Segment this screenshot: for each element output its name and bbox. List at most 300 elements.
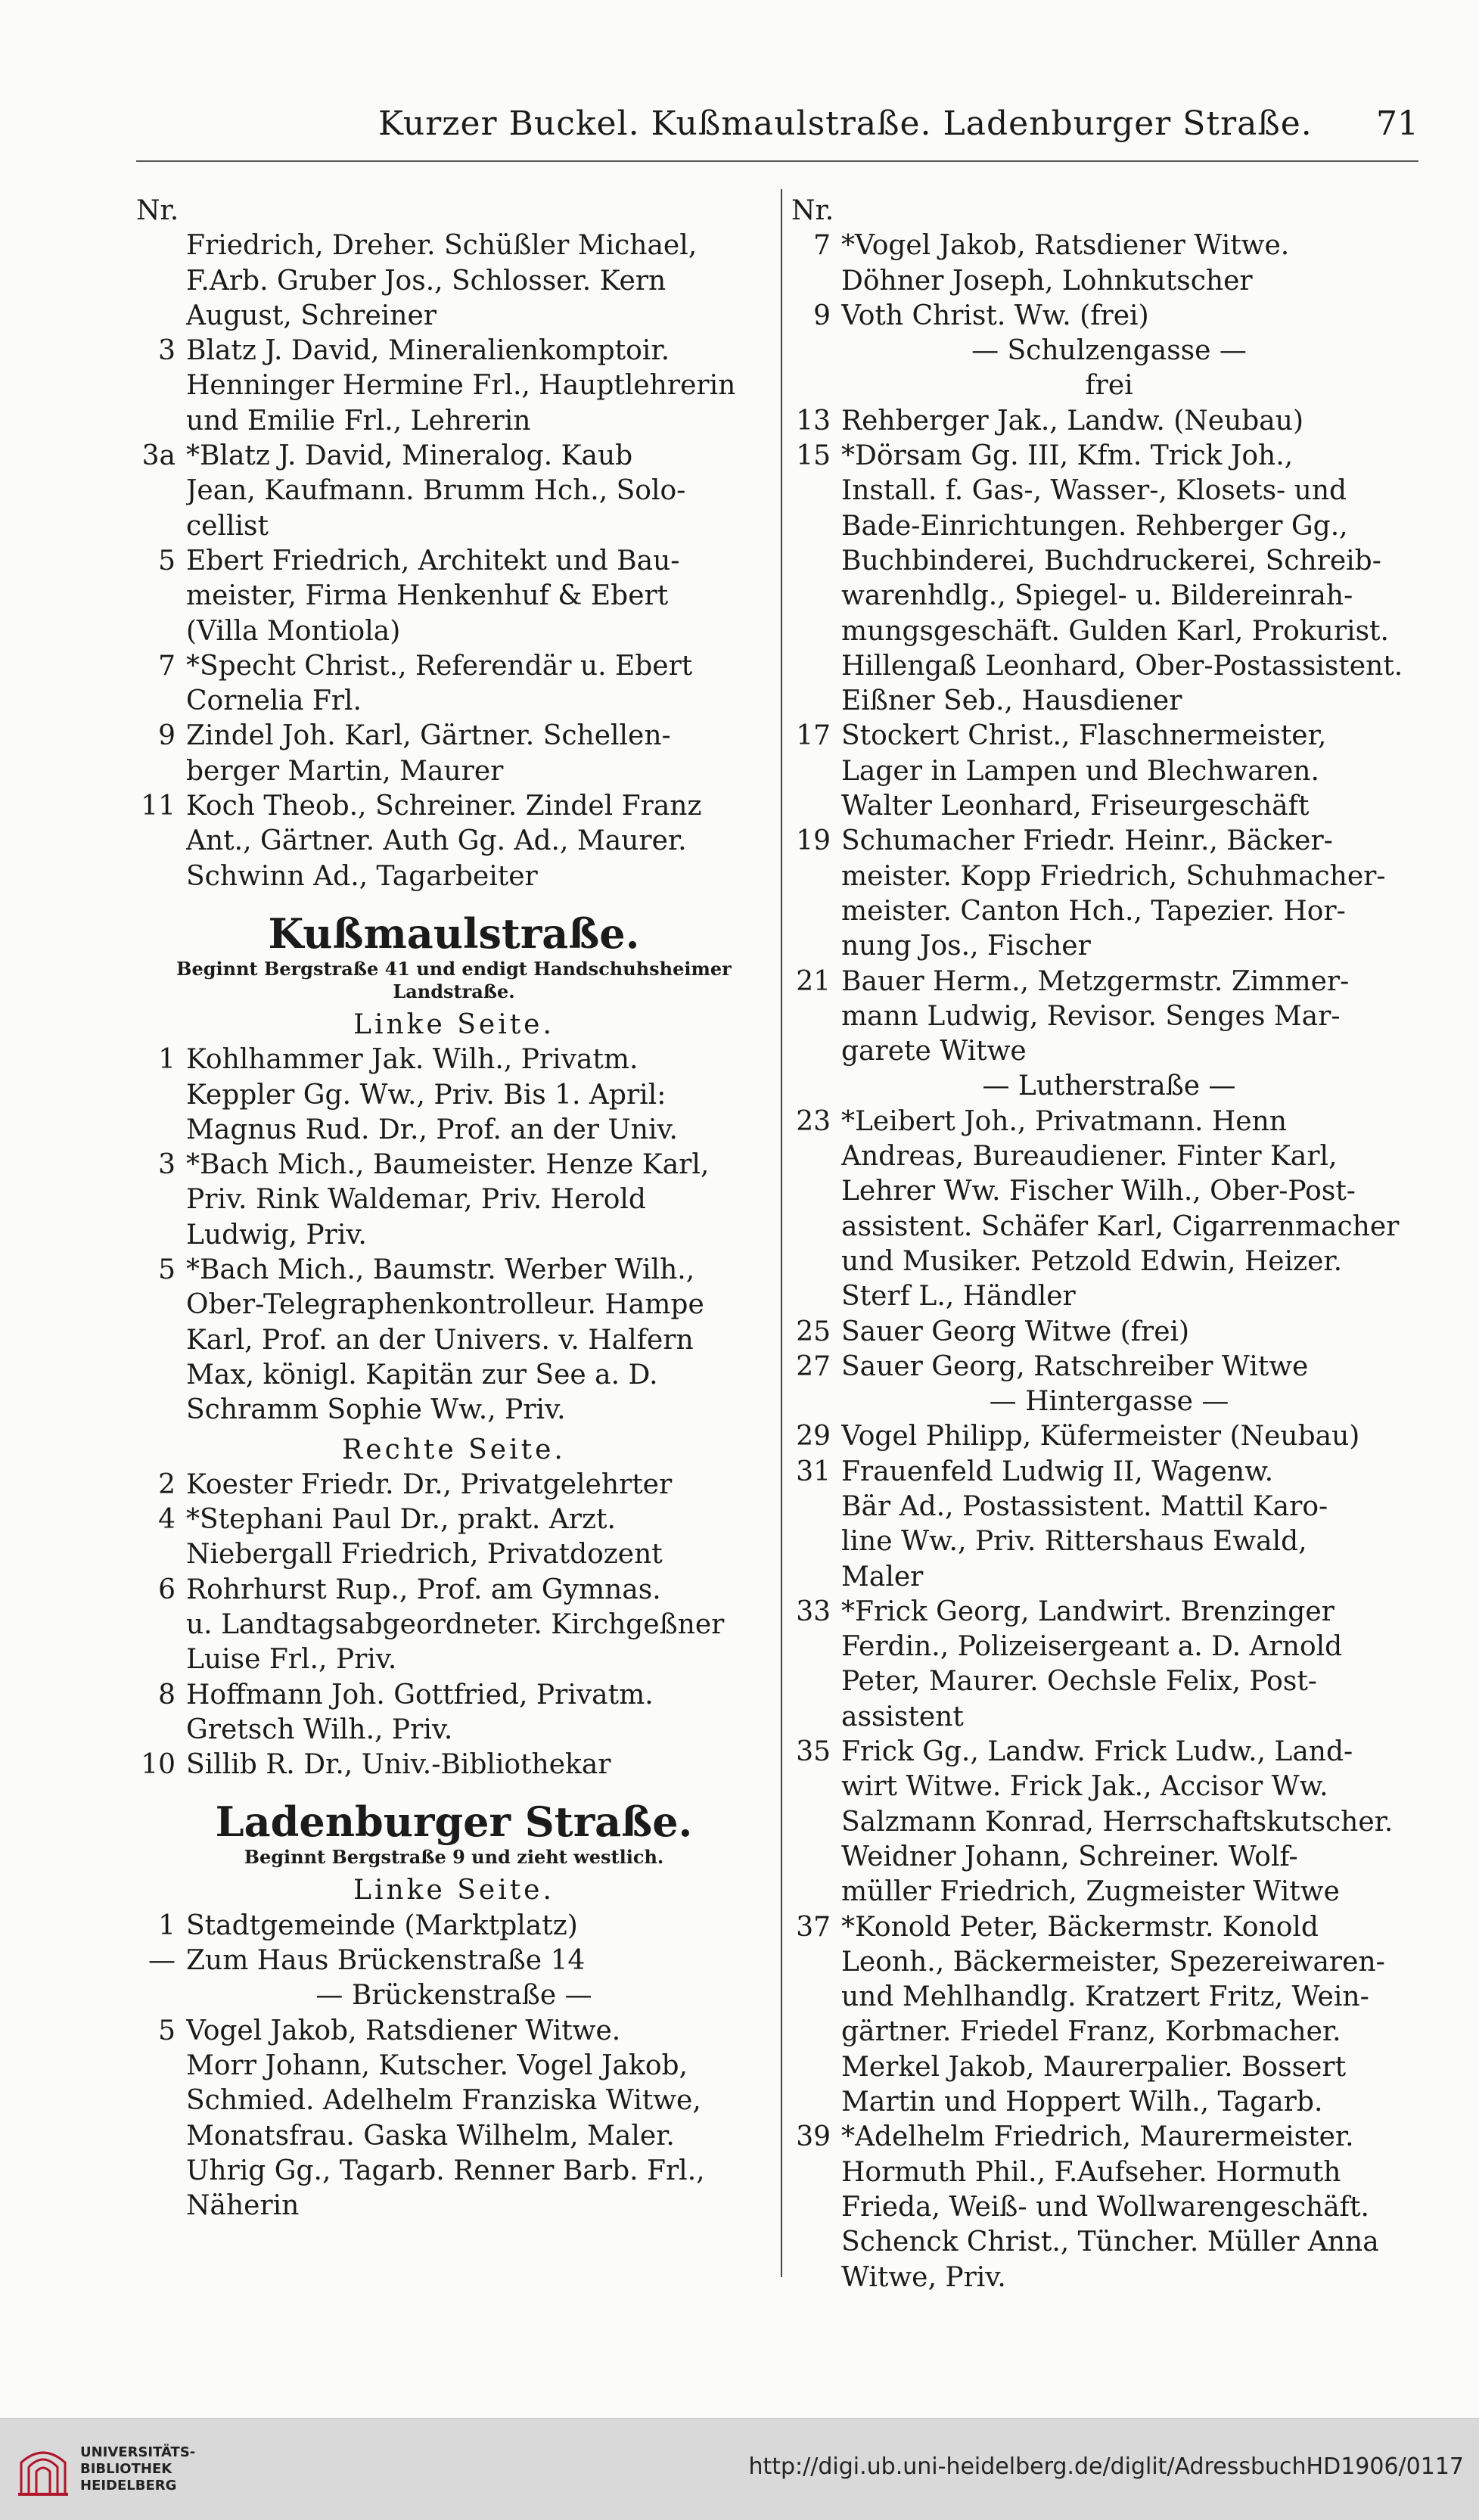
directory-entry-line	[136, 719, 772, 754]
entry-text: Blatz J. David, Mineralienkomptoir.	[186, 335, 670, 367]
house-number: 19	[796, 825, 831, 857]
entry-text: Sauer Georg, Ratschreiber Witwe	[841, 1350, 1309, 1382]
house-number	[791, 1524, 841, 1559]
entry-text: Rohrhurst Rup., Prof. am Gymnas.	[186, 1574, 661, 1605]
entry-text: Lager in Lampen und Blechwaren.	[841, 755, 1319, 787]
entry-text: Keppler Gg. Ww., Priv. Bis 1. April:	[186, 1079, 666, 1111]
entry-text: und Musiker. Petzold Edwin, Heizer.	[841, 1245, 1343, 1277]
house-number	[136, 228, 186, 263]
directory-entry-line	[791, 1630, 1427, 1664]
directory-entry-line	[791, 1980, 1427, 2015]
directory-entry-line	[791, 579, 1427, 614]
house-number: 10	[141, 1749, 176, 1781]
house-number	[136, 579, 186, 614]
entry-text: Gretsch Wilh., Priv.	[186, 1714, 453, 1745]
house-number	[791, 474, 841, 508]
logo-line-3: HEIDELBERG	[80, 2478, 177, 2494]
entry-text: Voth Christ. Ww. (frei)	[841, 300, 1149, 331]
house-number	[791, 1560, 841, 1595]
house-number	[136, 2154, 186, 2189]
directory-entry-line	[791, 1455, 1427, 1490]
house-number: 3	[158, 1149, 176, 1181]
directory-entry-line	[791, 965, 1427, 999]
directory-entry-line	[791, 228, 1427, 263]
side-label: Linke Seite.	[353, 1875, 555, 1906]
directory-entry-line	[791, 1350, 1427, 1384]
house-number	[791, 929, 841, 964]
entry-text: Salzmann Konrad, Herrschaftskutscher.	[841, 1806, 1394, 1838]
entry-text: line Ww., Priv. Rittershaus Ewald,	[841, 1526, 1307, 1558]
entry-text: Cornelia Frl.	[186, 685, 362, 717]
entry-text: *Adelhelm Friedrich, Maurermeister.	[841, 2121, 1354, 2153]
entry-text: *Stephani Paul Dr., prakt. Arzt.	[186, 1504, 616, 1536]
entry-text: Morr Johann, Kutscher. Vogel Jakob,	[186, 2049, 688, 2081]
directory-entry-line	[136, 1713, 772, 1748]
directory-entry-line	[791, 1875, 1427, 1909]
entry-text: berger Martin, Maurer	[186, 755, 504, 787]
directory-entry-line	[791, 1770, 1427, 1804]
directory-entry-line	[136, 824, 772, 859]
entry-text: Bauer Herm., Metzgermstr. Zimmer-	[841, 965, 1350, 997]
house-number	[791, 754, 841, 789]
entry-text: Peter, Maurer. Oechsle Felix, Post-	[841, 1666, 1317, 1698]
house-number	[791, 1945, 841, 1980]
entry-text: Kohlhammer Jak. Wilh., Privatm.	[186, 1044, 639, 1076]
house-number	[136, 1713, 186, 1748]
entry-text: *Specht Christ., Referendär u. Ebert	[186, 650, 693, 682]
entry-text: Schenck Christ., Tüncher. Müller Anna	[841, 2226, 1379, 2258]
directory-entry-line	[136, 859, 772, 894]
house-number	[136, 1182, 186, 1217]
directory-entry-line	[136, 2049, 772, 2083]
entry-text: Vogel Jakob, Ratsdiener Witwe.	[186, 2015, 621, 2046]
directory-entry-line	[791, 859, 1427, 894]
house-number: 39	[796, 2121, 831, 2153]
left-column	[136, 194, 772, 2223]
house-number	[136, 614, 186, 649]
house-number	[791, 684, 841, 719]
directory-entry-line	[136, 299, 772, 334]
directory-entry-line	[136, 474, 772, 508]
house-number: 9	[158, 720, 176, 752]
directory-entry-line	[136, 1323, 772, 1358]
house-number	[136, 1358, 186, 1393]
entry-text: cellist	[186, 510, 269, 542]
directory-entry-line	[136, 1288, 772, 1322]
side-label: Linke Seite.	[353, 1008, 555, 1040]
directory-entry-line	[791, 544, 1427, 579]
entry-text: Monatsfrau. Gaska Wilhelm, Maler.	[186, 2120, 675, 2152]
directory-entry-line	[791, 2085, 1427, 2120]
house-number: 2	[158, 1468, 176, 1500]
entry-text: Martin und Hoppert Wilh., Tagarb.	[841, 2087, 1323, 2118]
directory-entry-line	[136, 1748, 772, 1782]
house-number: 5	[158, 2015, 176, 2046]
directory-entry-line	[136, 1042, 772, 1077]
entry-text: Schmied. Adelhelm Franziska Witwe,	[186, 2085, 701, 2117]
directory-entry-line	[136, 614, 772, 649]
number-column-label	[136, 194, 772, 228]
house-number	[791, 264, 841, 299]
cross-street-line: — Schulzengasse —	[971, 335, 1247, 367]
entry-text: Ebert Friedrich, Architekt und Bau-	[186, 545, 680, 576]
directory-entry-line	[791, 509, 1427, 544]
house-number: —	[148, 1945, 176, 1977]
house-number	[136, 2189, 186, 2223]
directory-entry-line	[136, 1468, 772, 1502]
house-number: 6	[158, 1574, 176, 1605]
directory-entry-line	[791, 1210, 1427, 1244]
entry-text: Bär Ad., Postassistent. Mattil Karo-	[841, 1490, 1328, 1522]
directory-entry-line	[791, 299, 1427, 334]
directory-entry-line	[791, 2050, 1427, 2085]
directory-entry-line	[136, 2154, 772, 2189]
house-number	[791, 1805, 841, 1840]
entry-text: Frauenfeld Ludwig II, Wagenw.	[841, 1456, 1274, 1487]
entry-text: *Leibert Joh., Privatmann. Henn	[841, 1105, 1287, 1137]
entry-text: und Mehlhandlg. Kratzert Fritz, Wein-	[841, 1981, 1369, 2013]
directory-entry-line	[791, 1244, 1427, 1279]
directory-entry-line	[791, 1560, 1427, 1595]
entry-text: Witwe, Priv.	[841, 2261, 1006, 2293]
directory-entry-line	[136, 368, 772, 403]
house-number: 25	[796, 1316, 831, 1347]
house-number	[136, 404, 186, 439]
entry-text: Install. f. Gas-, Wasser-, Klosets- und	[841, 475, 1347, 507]
entry-text: meister. Kopp Friedrich, Schuhmacher-	[841, 860, 1386, 892]
entry-text: Zum Haus Brückenstraße 14	[186, 1945, 586, 1977]
street-heading: Kußmaulstraße.	[268, 909, 640, 958]
entry-text: Ant., Gärtner. Auth Gg. Ad., Maurer.	[186, 825, 687, 857]
directory-entry-line	[136, 544, 772, 579]
entry-text: Döhner Joseph, Lohnkutscher	[841, 265, 1253, 297]
house-number	[791, 1875, 841, 1909]
entry-text: mann Ludwig, Revisor. Senges Mar-	[841, 1000, 1341, 1032]
house-number	[791, 859, 841, 894]
house-number	[791, 1210, 841, 1244]
directory-entry-line	[791, 1840, 1427, 1875]
entry-text: Sterf L., Händler	[841, 1281, 1076, 1313]
house-number	[136, 264, 186, 299]
house-number	[791, 1244, 841, 1279]
house-number: 29	[796, 1421, 831, 1453]
cross-street-line: — Hintergasse —	[989, 1386, 1229, 1418]
house-number: 21	[796, 965, 831, 997]
house-number	[791, 1034, 841, 1069]
directory-entry-line	[136, 1678, 772, 1713]
entry-text: assistent	[841, 1701, 964, 1732]
directory-entry-line	[791, 1805, 1427, 1840]
directory-entry-line	[791, 1174, 1427, 1209]
house-number	[136, 2119, 186, 2154]
directory-entry-line	[136, 439, 772, 474]
directory-entry-line	[791, 1700, 1427, 1735]
house-number	[791, 2225, 841, 2260]
entry-text: Hormuth Phil., F.Aufseher. Hormuth	[841, 2156, 1341, 2188]
directory-entry-line	[136, 228, 772, 263]
directory-entry-line	[136, 1358, 772, 1393]
directory-entry-line	[136, 1944, 772, 1978]
house-number	[136, 2049, 186, 2083]
entry-text: Priv. Rink Waldemar, Priv. Herold	[186, 1184, 646, 1216]
directory-entry-line	[791, 2261, 1427, 2295]
entry-text: Koch Theob., Schreiner. Zindel Franz	[186, 791, 702, 822]
entry-text: Nr.	[791, 195, 834, 226]
entry-text: Sillib R. Dr., Univ.-Bibliothekar	[186, 1749, 611, 1781]
directory-entry-line	[791, 1139, 1427, 1174]
directory-entry-line	[136, 2119, 772, 2154]
house-number: 5	[158, 1254, 176, 1286]
header-rule	[136, 160, 1418, 162]
house-number	[791, 789, 841, 824]
directory-entry-line	[791, 1524, 1427, 1559]
directory-entry-line	[791, 894, 1427, 929]
entry-text: Sauer Georg Witwe (frei)	[841, 1316, 1190, 1347]
entry-text: Näherin	[186, 2190, 300, 2222]
directory-entry-line	[791, 1735, 1427, 1770]
house-number: 11	[141, 791, 176, 822]
entry-text: Buchbinderei, Buchdruckerei, Schreib-	[841, 545, 1381, 576]
directory-entry-line	[136, 1573, 772, 1608]
entry-text: Leonh., Bäckermeister, Spezereiwaren-	[841, 1946, 1385, 1978]
directory-entry-line	[136, 1253, 772, 1288]
house-number	[136, 1608, 186, 1642]
directory-entry-line	[136, 509, 772, 544]
entry-text: Henninger Hermine Frl., Hauptlehrerin	[186, 370, 736, 402]
entry-text: meister. Canton Hch., Tapezier. Hor-	[841, 895, 1346, 927]
house-number: 13	[796, 405, 831, 437]
directory-entry-line	[136, 1182, 772, 1217]
house-number: 37	[796, 1911, 831, 1943]
house-number	[136, 684, 186, 719]
column-divider	[781, 189, 782, 2277]
header-title: Kurzer Buckel. Kußmaulstraße. Ladenburger Straße.	[378, 104, 1313, 143]
house-number	[791, 2155, 841, 2190]
directory-entry-line	[791, 1910, 1427, 1945]
house-number	[791, 2261, 841, 2295]
entry-text: Schramm Sophie Ww., Priv.	[186, 1394, 566, 1426]
house-number	[136, 1537, 186, 1572]
house-number	[791, 999, 841, 1034]
house-number: 1	[158, 1909, 176, 1941]
entry-text: Ludwig, Priv.	[186, 1219, 367, 1251]
house-number	[791, 2015, 841, 2049]
entry-text: mungsgeschäft. Gulden Karl, Prokurist.	[841, 615, 1389, 647]
entry-text: *Vogel Jakob, Ratsdiener Witwe.	[841, 230, 1290, 262]
entry-text: (Villa Montiola)	[186, 615, 401, 647]
entry-text: Uhrig Gg., Tagarb. Renner Barb. Frl.,	[186, 2155, 705, 2186]
right-column	[791, 194, 1427, 2295]
house-number: 27	[796, 1350, 831, 1382]
entry-text: Andreas, Bureaudiener. Finter Karl,	[841, 1141, 1338, 1173]
house-number	[136, 509, 186, 544]
house-number	[136, 859, 186, 894]
directory-entry-line	[136, 1909, 772, 1944]
entry-text: Merkel Jakob, Maurerpalier. Bossert	[841, 2051, 1347, 2083]
university-seal-icon	[15, 2440, 71, 2499]
entry-text: warenhdlg., Spiegel- u. Bildereinrah-	[841, 580, 1353, 612]
directory-entry-line	[791, 1034, 1427, 1069]
directory-entry-line	[136, 1502, 772, 1537]
directory-entry-line	[136, 579, 772, 614]
house-number	[791, 1664, 841, 1699]
entry-text: Friedrich, Dreher. Schüßler Michael,	[186, 230, 698, 262]
directory-entry-line	[136, 1148, 772, 1182]
house-number	[791, 509, 841, 544]
entry-text: Bade-Einrichtungen. Rehberger Gg.,	[841, 510, 1348, 542]
entry-text: Niebergall Friedrich, Privatdozent	[186, 1539, 663, 1571]
house-number: 7	[813, 230, 831, 262]
directory-entry-line	[791, 684, 1427, 719]
entry-text: *Blatz J. David, Mineralog. Kaub	[186, 440, 633, 472]
directory-entry-line	[791, 824, 1427, 859]
house-number	[136, 1288, 186, 1322]
entry-text: Schumacher Friedr. Heinr., Bäcker-	[841, 825, 1333, 857]
directory-entry-line	[136, 1642, 772, 1677]
entry-text: Karl, Prof. an der Univers. v. Halfern	[186, 1324, 694, 1356]
entry-text: Jean, Kaufmann. Brumm Hch., Solo-	[186, 475, 686, 507]
side-label: Rechte Seite.	[342, 1434, 566, 1465]
entry-text: u. Landtagsabgeordneter. Kirchgeßner	[186, 1608, 725, 1640]
directory-entry-line	[791, 2225, 1427, 2260]
house-number: 15	[796, 440, 831, 472]
footer-bar	[0, 2418, 1479, 2520]
directory-entry-line	[791, 1945, 1427, 1980]
house-number	[791, 2190, 841, 2225]
logo-line-1: UNIVERSITÄTS-	[80, 2444, 196, 2460]
house-number: 8	[158, 1679, 176, 1711]
entry-text: Ober-Telegraphenkontrolleur. Hampe	[186, 1289, 704, 1321]
directory-entry-line	[136, 1608, 772, 1642]
directory-entry-line	[136, 2189, 772, 2223]
entry-text: müller Friedrich, Zugmeister Witwe	[841, 1876, 1340, 1908]
directory-entry-line	[136, 649, 772, 684]
house-number	[791, 2050, 841, 2085]
entry-text: Zindel Joh. Karl, Gärtner. Schellen-	[186, 720, 671, 752]
house-number	[136, 474, 186, 508]
entry-text: nung Jos., Fischer	[841, 931, 1091, 962]
house-number: 23	[796, 1105, 831, 1137]
entry-text: Weidner Johann, Schreiner. Wolf-	[841, 1841, 1298, 1872]
house-number	[791, 1840, 841, 1875]
entry-text: meister, Firma Henkenhuf & Ebert	[186, 580, 669, 612]
cross-street-line: — Brückenstraße —	[315, 1980, 592, 2012]
house-number: 31	[796, 1456, 831, 1487]
directory-entry-line	[791, 1315, 1427, 1350]
house-number	[136, 368, 186, 403]
directory-entry-line	[791, 1419, 1427, 1454]
directory-entry-line	[791, 789, 1427, 824]
house-number: 3a	[141, 440, 176, 472]
directory-entry-line	[791, 1664, 1427, 1699]
house-number	[136, 1323, 186, 1358]
house-number	[791, 1700, 841, 1735]
directory-entry-line	[136, 404, 772, 439]
entry-text: *Frick Georg, Landwirt. Brenzinger	[841, 1596, 1335, 1627]
directory-entry-line	[791, 1105, 1427, 1139]
directory-entry-line	[791, 2155, 1427, 2190]
entry-text: Frick Gg., Landw. Frick Ludw., Land-	[841, 1736, 1353, 1768]
directory-entry-line	[136, 264, 772, 299]
directory-entry-line	[791, 1490, 1427, 1524]
directory-entry-line	[791, 1279, 1427, 1314]
street-description: Beginnt Bergstraße 9 und zieht westlich.	[244, 1846, 664, 1869]
directory-entry-line	[791, 754, 1427, 789]
page-number: 71	[1376, 104, 1418, 143]
entry-text: Frieda, Weiß- und Wollwarengeschäft.	[841, 2191, 1369, 2223]
entry-text: *Konold Peter, Bäckermstr. Konold	[841, 1911, 1319, 1943]
entry-text: August, Schreiner	[186, 300, 437, 331]
directory-entry-line	[136, 1078, 772, 1113]
entry-text: Ferdin., Polizeisergeant a. D. Arnold	[841, 1631, 1343, 1663]
house-number: 33	[796, 1596, 831, 1627]
entry-text: Hoffmann Joh. Gottfried, Privatm.	[186, 1679, 654, 1711]
house-number: 17	[796, 720, 831, 752]
directory-entry-line	[136, 2083, 772, 2118]
entry-text: Schwinn Ad., Tagarbeiter	[186, 860, 538, 892]
logo-line-2: BIBLIOTHEK	[80, 2461, 172, 2477]
house-number: 5	[158, 545, 176, 576]
directory-entry-line	[791, 614, 1427, 649]
entry-text: Magnus Rud. Dr., Prof. an der Univ.	[186, 1114, 679, 1145]
directory-entry-line	[791, 474, 1427, 508]
street-description: Landstraße.	[393, 980, 515, 1002]
house-number: 35	[796, 1736, 831, 1768]
house-number	[791, 1279, 841, 1314]
cross-street-line: — Lutherstraße —	[982, 1070, 1236, 1102]
house-number	[791, 614, 841, 649]
cross-street-line: frei	[1085, 370, 1133, 402]
directory-entry-line	[791, 999, 1427, 1034]
directory-entry-line	[791, 649, 1427, 684]
house-number	[136, 2083, 186, 2118]
house-number: 4	[158, 1504, 176, 1536]
entry-text: Vogel Philipp, Küfermeister (Neubau)	[841, 1421, 1360, 1453]
entry-text: Lehrer Ww. Fischer Wilh., Ober-Post-	[841, 1176, 1356, 1207]
directory-entry-line	[136, 754, 772, 789]
entry-text: Stockert Christ., Flaschnermeister,	[841, 720, 1327, 752]
directory-entry-line	[791, 929, 1427, 964]
entry-text: Walter Leonhard, Friseurgeschäft	[841, 791, 1310, 822]
entry-text: *Bach Mich., Baumeister. Henze Karl,	[186, 1149, 710, 1181]
house-number	[136, 1078, 186, 1113]
running-header	[136, 91, 1418, 159]
directory-entry-line	[136, 1393, 772, 1428]
directory-entry-line	[136, 1537, 772, 1572]
entry-text: Maler	[841, 1561, 924, 1592]
source-url-link[interactable]: http://digi.ub.uni-heidelberg.de/diglit/AdressbuchHD1906/0117	[748, 2453, 1464, 2480]
street-heading: Ladenburger Straße.	[215, 1798, 693, 1847]
house-number	[136, 824, 186, 859]
house-number	[791, 2085, 841, 2120]
directory-entry-line	[136, 1113, 772, 1148]
entry-text: Stadtgemeinde (Marktplatz)	[186, 1909, 578, 1941]
house-number: 9	[813, 300, 831, 331]
entry-text: *Dörsam Gg. III, Kfm. Trick Joh.,	[841, 440, 1294, 472]
directory-entry-line	[791, 404, 1427, 439]
house-number	[136, 1642, 186, 1677]
house-number	[791, 894, 841, 929]
entry-text: *Bach Mich., Baumstr. Werber Wilh.,	[186, 1254, 695, 1286]
house-number	[791, 1490, 841, 1524]
entry-text: Luise Frl., Priv.	[186, 1644, 397, 1676]
house-number: 3	[158, 335, 176, 367]
entry-text: Rehberger Jak., Landw. (Neubau)	[841, 405, 1303, 437]
entry-text: Eißner Seb., Hausdiener	[841, 685, 1182, 717]
house-number	[791, 544, 841, 579]
entry-text: F.Arb. Gruber Jos., Schlosser. Kern	[186, 265, 666, 297]
house-number	[791, 649, 841, 684]
